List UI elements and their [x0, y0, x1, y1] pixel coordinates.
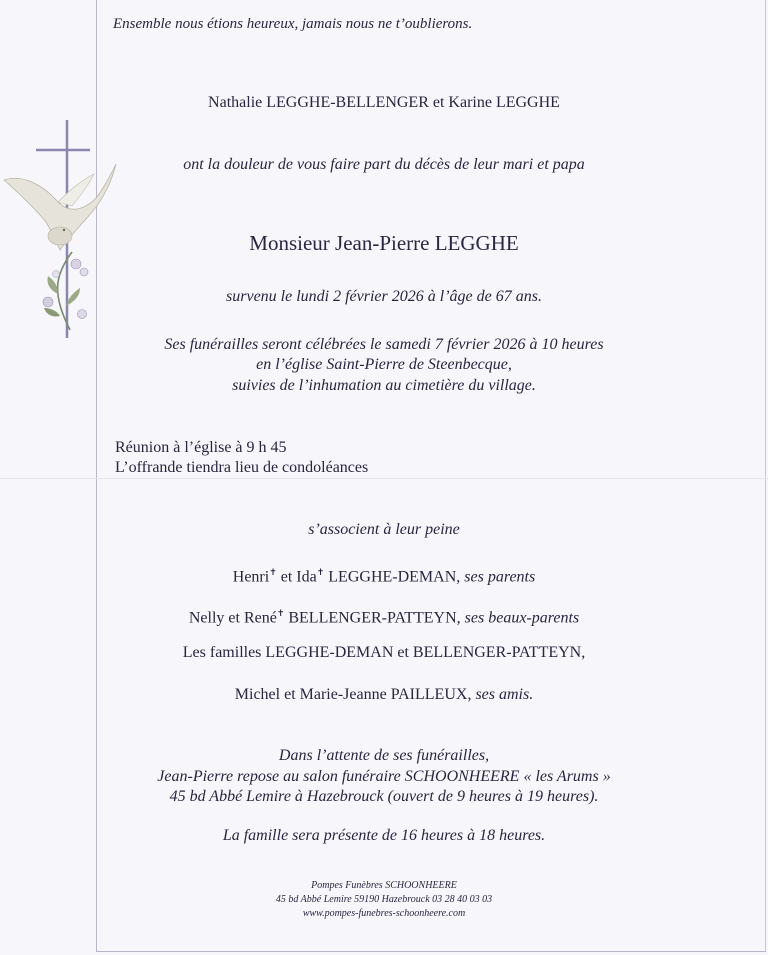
family-presence: La famille sera présente de 16 heures à 18 heures. — [222, 827, 546, 844]
parent-name-ida: et Ida — [276, 568, 317, 586]
deceased-cross-icon: ✝ — [269, 567, 277, 577]
funeral-home-address: 45 bd Abbé Lemire 59190 Hazebrouck 03 28 40 03 03 — [275, 894, 493, 905]
funeral-line-3: suivies de l’inhumation au cimetière du village. — [232, 377, 536, 394]
death-announcement: ont la douleur de vous faire part du décès de leur mari et papa — [183, 156, 585, 173]
parents-role: ses parents — [464, 568, 536, 586]
in-laws-surname: BELLENGER-PATTEYN, — [284, 609, 465, 627]
associates-parents — [0, 562, 768, 587]
friends-names: Michel et Marie-Jeanne PAILLEUX, — [234, 686, 476, 703]
in-laws-role: ses beaux-parents — [464, 609, 580, 627]
family-announcers: Nathalie LEGGHE-BELLENGER et Karine LEGGHE — [208, 94, 560, 111]
associates-in-laws — [0, 603, 768, 628]
frame-border-right — [765, 0, 766, 952]
epigraph: Ensemble nous étions heureux, jamais nous ne t’oublierons. — [113, 16, 473, 32]
rest-line-2: Jean-Pierre repose au salon funéraire SCHOONHEERE « les Arums » — [157, 768, 611, 785]
associates-families: Les familles LEGGHE-DEMAN et BELLENGER-PATTEYN, — [182, 644, 586, 661]
paper-fold-line — [0, 478, 768, 479]
deceased-cross-icon: ✝ — [276, 608, 285, 618]
parent-name-henri: Henri — [232, 568, 270, 586]
funeral-line-1: Ses funérailles seront célébrées le samedi 7 février 2026 à 10 heures — [164, 336, 604, 353]
death-details: survenu le lundi 2 février 2026 à l’âge de 67 ans. — [226, 288, 542, 305]
associates-intro: s’associent à leur peine — [308, 521, 460, 538]
frame-border-bottom — [96, 951, 766, 952]
parents-surname: LEGGHE-DEMAN, — [324, 568, 465, 586]
rest-line-1: Dans l’attente de ses funérailles, — [278, 747, 490, 764]
funeral-home-name: Pompes Funèbres SCHOONHEERE — [311, 880, 457, 891]
offering-note: L’offrande tiendra lieu de condoléances — [115, 459, 369, 476]
rest-line-3: 45 bd Abbé Lemire à Hazebrouck (ouvert de 9 heures à 19 heures). — [169, 788, 599, 805]
deceased-cross-icon: ✝ — [316, 567, 325, 577]
associates-friends — [0, 685, 768, 705]
deceased-name: Monsieur Jean-Pierre LEGGHE — [249, 231, 519, 255]
meeting-time: Réunion à l’église à 9 h 45 — [115, 439, 287, 456]
in-laws-names: Nelly et René — [188, 609, 277, 627]
funeral-line-2: en l’église Saint-Pierre de Steenbecque, — [256, 356, 512, 373]
friends-role: ses amis. — [475, 686, 534, 703]
funeral-home-website: www.pompes-funebres-schoonheere.com — [302, 908, 466, 919]
